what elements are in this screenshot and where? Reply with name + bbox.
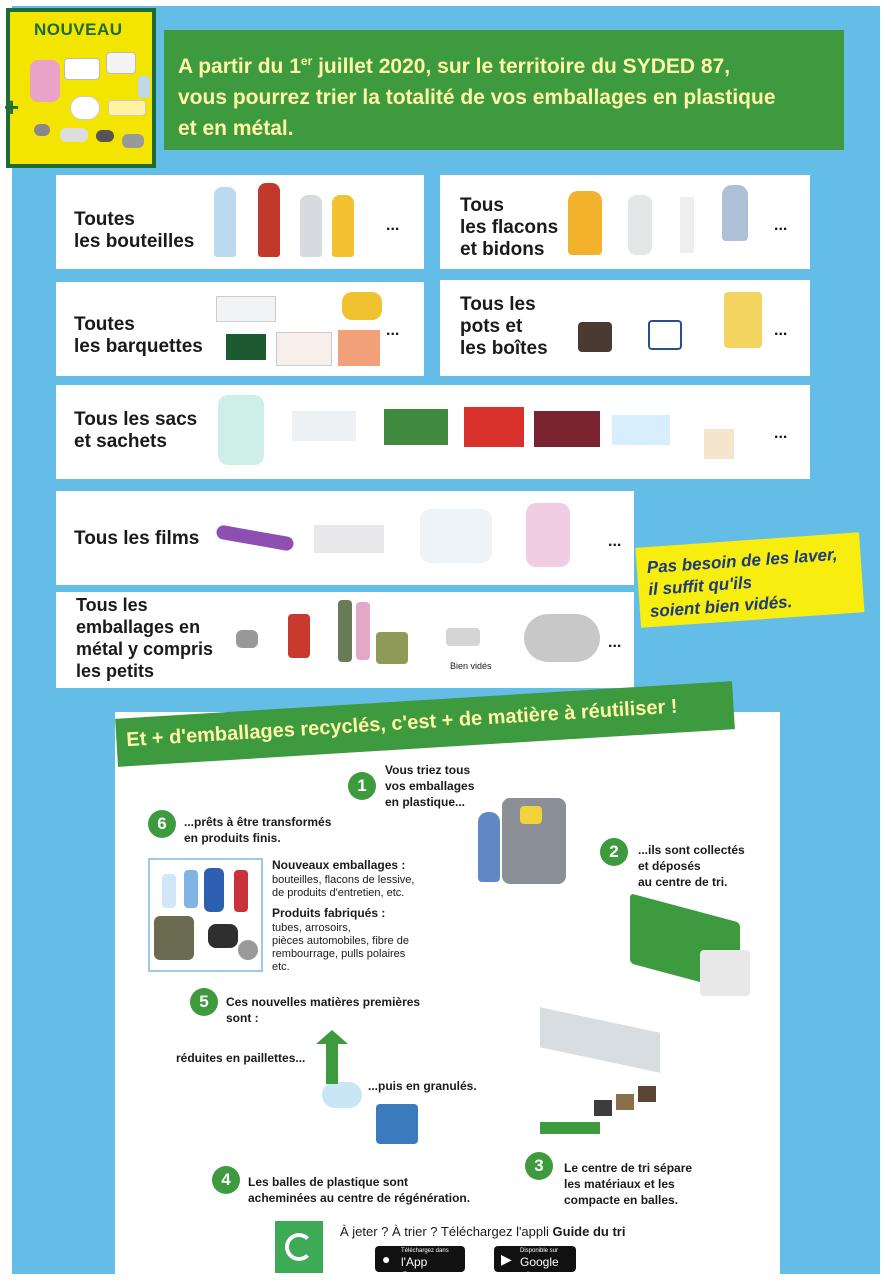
water-bottle-icon: [214, 187, 236, 257]
note-line: soient bien vidés.: [649, 592, 793, 622]
google-play-icon: ▶: [501, 1251, 512, 1267]
box-icon: [724, 292, 762, 348]
made-products-title: Produits fabriqués :: [272, 906, 386, 920]
blue-bottle-icon: [184, 870, 198, 908]
red-bottle-icon: [258, 183, 280, 257]
label-line: Tous les: [460, 294, 536, 315]
step-line: au centre de tri.: [638, 875, 728, 889]
washing-note: [635, 532, 864, 627]
logo-ring-icon: [285, 1233, 313, 1261]
oil-bottle-icon: [332, 195, 354, 257]
google-play-label: Google play: [520, 1255, 559, 1283]
nouveau-label: NOUVEAU: [34, 20, 123, 39]
clear-bag-icon: [292, 411, 356, 441]
app-store-button[interactable]: [375, 1246, 465, 1283]
pizza-box-icon: [338, 330, 380, 366]
new-packaging-text: [272, 874, 414, 900]
more-dots: ...: [774, 217, 788, 234]
can-icon: [138, 76, 150, 98]
text-line: etc.: [272, 961, 290, 973]
note-line: Pas besoin de les laver,: [646, 544, 838, 578]
label-line: et bidons: [460, 239, 545, 260]
step-line: en plastique...: [385, 795, 466, 809]
step-line: Vous triez tous: [385, 763, 471, 777]
step-1-text: [385, 762, 474, 810]
butter-tray-icon: [108, 100, 146, 116]
granule-cube-icon: [376, 1104, 418, 1144]
label-line: Tous les sacs: [74, 409, 198, 430]
step-5-number: 5: [190, 988, 218, 1016]
plastic-bale-icon: [594, 1100, 612, 1116]
pot-icon: [70, 96, 100, 120]
step-3-text: [564, 1160, 692, 1208]
more-dots: ...: [774, 425, 788, 442]
label-line: Toutes: [74, 314, 135, 335]
label-line: Tous: [460, 195, 504, 216]
tube-icon: [680, 197, 694, 253]
yogurt-pot-icon: [648, 320, 682, 350]
category-films: [56, 491, 634, 585]
text-line: bouteilles, flacons de lessive,: [272, 874, 415, 886]
bien-vides-label: Bien vidés: [450, 661, 492, 671]
bin-slot-icon: [520, 806, 542, 824]
capsule-icon: [236, 630, 258, 648]
made-products-text: [272, 922, 409, 974]
milk-bottle-icon: [300, 195, 322, 257]
label-line: Tous les films: [74, 528, 200, 549]
note-line: il suffit qu'ils: [647, 572, 753, 600]
arrow-left-icon: [540, 1122, 600, 1134]
foil-pack-icon: [446, 628, 480, 646]
header-announcement: [164, 30, 844, 150]
label-line: les flacons: [460, 217, 559, 238]
label-line: Toutes: [74, 209, 135, 230]
text-line: tubes, arrosoirs,: [272, 922, 351, 934]
step-5-text: [226, 994, 420, 1026]
step-line: Ces nouvelles matières premières: [226, 995, 421, 1009]
label-line: emballages en: [76, 617, 201, 637]
label-line: les bouteilles: [74, 231, 195, 252]
step-6-number: 6: [148, 810, 176, 838]
category-label: [74, 528, 199, 550]
aerosol-icon: [338, 600, 352, 662]
step-line: Les balles de plastique sont: [248, 1175, 409, 1189]
drink-can-icon: [288, 614, 310, 658]
candy-bag-icon: [534, 411, 600, 447]
capsule-icon: [34, 124, 50, 136]
more-dots: ...: [774, 322, 788, 339]
arrow-up-icon: [326, 1040, 338, 1084]
recycling-banner: Et + d'emballages recyclés, c'est + de matière à réutiliser !: [115, 681, 735, 767]
plastic-bale-icon: [616, 1094, 634, 1110]
tray-icon: [64, 58, 100, 80]
header-line-3: et en métal.: [178, 117, 294, 140]
category-pots: [440, 280, 810, 376]
google-play-small-label: Disponible sur: [520, 1248, 559, 1254]
text-line: pièces automobiles, fibre de: [272, 935, 409, 947]
nouveau-badge: [6, 8, 156, 168]
packaging-collage: [26, 48, 154, 160]
header-line-1: [178, 46, 834, 82]
plastic-bale-icon: [638, 1086, 656, 1102]
bag-icon: [30, 60, 60, 102]
header-superscript: er: [300, 54, 313, 68]
salad-bag-icon: [384, 409, 448, 445]
label-line: les petits: [76, 661, 155, 681]
label-line: les barquettes: [74, 336, 203, 357]
step-line: en produits finis.: [184, 831, 281, 845]
step-4-text: [248, 1174, 470, 1206]
header-line-1-end: juillet 2020, sur le territoire du SYDED 87,: [312, 55, 731, 78]
white-flask-icon: [628, 195, 652, 255]
google-play-button[interactable]: [494, 1246, 576, 1283]
category-label: [460, 195, 558, 261]
category-label: [460, 294, 548, 360]
plastic-film-icon: [420, 509, 492, 563]
spray-bottle-icon: [162, 874, 176, 908]
label-line: métal y compris: [76, 639, 214, 659]
label-line: et sachets: [74, 431, 167, 452]
foil-icon: [60, 128, 88, 142]
granules-pile-icon: [322, 1082, 362, 1108]
step-3-number: 3: [525, 1152, 553, 1180]
bubble-wrap-icon: [314, 525, 384, 553]
label-line: Tous les: [76, 595, 148, 615]
category-bouteilles: [56, 175, 424, 269]
category-metal: [56, 592, 634, 688]
category-label: [74, 209, 194, 253]
step-4-number: 4: [212, 1166, 240, 1194]
granules-label: ...puis en granulés.: [368, 1079, 477, 1093]
category-label: [74, 409, 197, 453]
sachet-icon: [704, 429, 734, 459]
label-line: les boîtes: [460, 338, 548, 359]
step-2-number: 2: [600, 838, 628, 866]
step-6-text: [184, 814, 331, 846]
category-label: [74, 314, 203, 358]
step-line: Le centre de tri sépare: [564, 1161, 693, 1175]
header-line-1-start: A partir du 1: [178, 55, 301, 78]
paillettes-label: réduites en paillettes...: [176, 1051, 306, 1065]
step-line: et déposés: [638, 859, 701, 873]
step-line: acheminées au centre de régénération.: [248, 1191, 471, 1205]
spray-can-icon: [356, 602, 370, 660]
plus-sign: +: [4, 92, 20, 122]
food-box-icon: [342, 292, 382, 320]
foil-trays-icon: [524, 614, 600, 662]
lid-icon: [122, 134, 144, 148]
bleach-bottle-icon: [722, 185, 748, 241]
car-part-icon: [238, 940, 258, 960]
arrow-up-head-icon: [316, 1030, 348, 1044]
film-roll-icon: [215, 524, 294, 551]
category-sacs: [56, 385, 810, 479]
detergent-bottle-icon: [204, 868, 224, 912]
step-line: ...ils sont collectés: [638, 843, 745, 857]
app-promo-text: [340, 1224, 625, 1239]
category-flacons: [440, 175, 810, 269]
more-dots: ...: [608, 533, 622, 550]
clear-tray-icon: [216, 296, 276, 322]
box-icon: [106, 52, 136, 74]
step-line: vos emballages: [385, 779, 475, 793]
apple-icon: ●: [382, 1251, 391, 1267]
app-name: Guide du tri: [552, 1224, 626, 1239]
app-promo-sentence: À jeter ? À trier ? Téléchargez l'appli: [340, 1224, 553, 1239]
food-tin-icon: [376, 632, 408, 664]
more-dots: ...: [386, 217, 400, 234]
text-line: rembourrage, pulls polaires: [272, 948, 406, 960]
step-line: ...prêts à être transformés: [184, 815, 332, 829]
person-icon: [478, 812, 500, 882]
app-store-label: l'App Store: [401, 1255, 430, 1283]
green-tray-icon: [226, 334, 266, 360]
category-label: [76, 594, 213, 682]
detergent-bottle-icon: [568, 191, 602, 255]
step-1-number: 1: [348, 772, 376, 800]
red-spray-icon: [234, 870, 248, 912]
watering-can-icon: [208, 924, 238, 948]
step-line: sont :: [226, 1011, 259, 1025]
chips-bag-icon: [464, 407, 524, 447]
step-2-text: [638, 842, 745, 890]
wrapped-bag-icon: [526, 503, 570, 567]
tube-icon: [96, 130, 114, 142]
truck-cab-icon: [700, 950, 750, 996]
step-line: compacte en balles.: [564, 1193, 679, 1207]
new-packaging-title: Nouveaux emballages :: [272, 858, 406, 872]
category-barquettes: [56, 282, 424, 376]
header-line-2: vous pourrez trier la totalité de vos emballages en plastique: [178, 86, 776, 109]
text-line: de produits d'entretien, etc.: [272, 887, 405, 899]
label-line: pots et: [460, 316, 523, 337]
app-store-small-label: Téléchargez dans: [401, 1248, 449, 1254]
meat-tray-icon: [276, 332, 332, 366]
fleece-icon: [154, 916, 194, 960]
guide-du-tri-logo: [275, 1221, 323, 1273]
carrier-bag-icon: [218, 395, 264, 465]
more-dots: ...: [608, 634, 622, 651]
more-dots: ...: [386, 322, 400, 339]
wipes-pack-icon: [612, 415, 670, 445]
step-line: les matériaux et les: [564, 1177, 675, 1191]
dark-pot-icon: [578, 322, 612, 352]
